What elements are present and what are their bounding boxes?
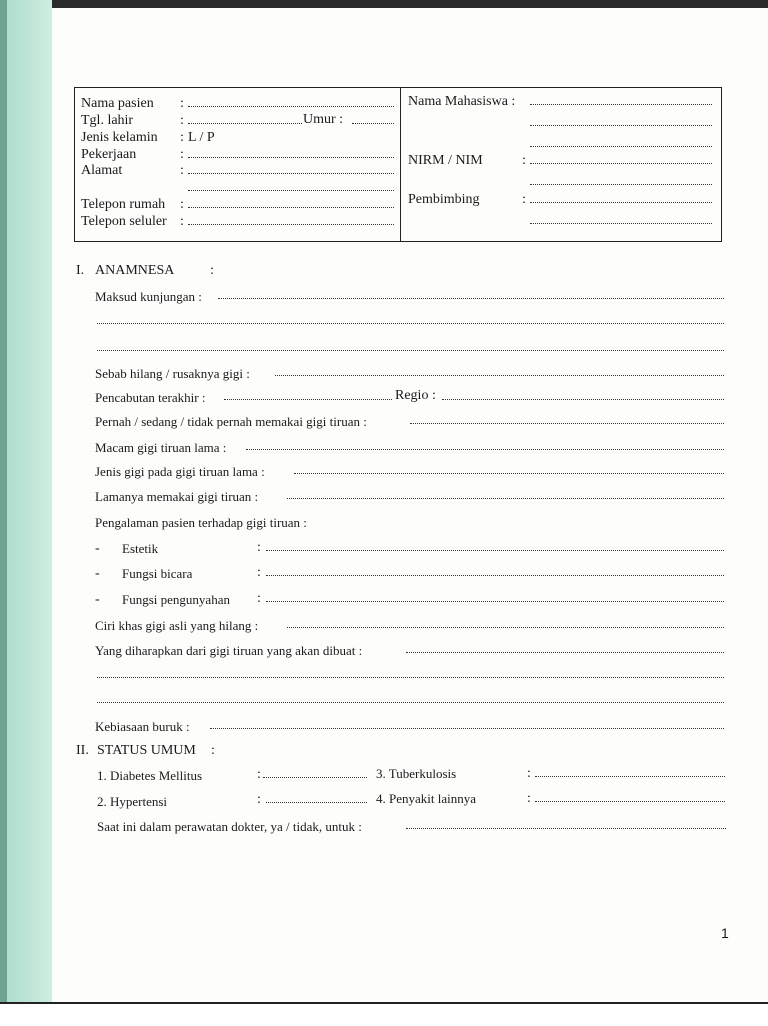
label-nirm-nim: NIRM / NIM bbox=[408, 153, 483, 168]
field-pencabutan-terakhir[interactable] bbox=[224, 399, 392, 400]
label-fungsi-pengunyahan: Fungsi pengunyahan bbox=[122, 592, 230, 607]
label-jenis-gigi: Jenis gigi pada gigi tiruan lama : bbox=[95, 464, 265, 479]
field-penyakit-lainnya[interactable] bbox=[535, 801, 725, 802]
colon: : bbox=[180, 130, 184, 145]
field-nirm-nim-2[interactable] bbox=[530, 184, 712, 185]
label-ciri-khas: Ciri khas gigi asli yang hilang : bbox=[95, 618, 259, 633]
field-hypertensi[interactable] bbox=[266, 802, 367, 803]
field-pembimbing-1[interactable] bbox=[530, 202, 712, 203]
label-telepon-rumah: Telepon rumah bbox=[81, 197, 166, 212]
field-telepon-seluler[interactable] bbox=[188, 224, 394, 225]
label-umur: Umur : bbox=[303, 112, 344, 127]
section-number-ii: II. bbox=[76, 743, 89, 758]
identity-box bbox=[74, 87, 722, 242]
colon: : bbox=[527, 791, 531, 806]
field-maksud-kunjungan-1[interactable] bbox=[218, 298, 724, 299]
colon: : bbox=[180, 163, 184, 178]
label-pekerjaan: Pekerjaan bbox=[81, 147, 137, 162]
label-saat-ini-perawatan: Saat ini dalam perawatan dokter, ya / tidak, untuk : bbox=[97, 819, 362, 834]
field-maksud-kunjungan-2[interactable] bbox=[97, 323, 724, 324]
field-diharapkan-1[interactable] bbox=[406, 652, 724, 653]
label-sebab-hilang: Sebab hilang / rusaknya gigi : bbox=[95, 366, 250, 381]
field-tgl-lahir[interactable] bbox=[188, 123, 302, 124]
field-umur[interactable] bbox=[352, 123, 394, 124]
label-jenis-kelamin: Jenis kelamin bbox=[81, 130, 158, 145]
page-number: 1 bbox=[721, 925, 729, 941]
label-penyakit-lainnya: 4. Penyakit lainnya bbox=[376, 791, 477, 806]
binding-strip-edge bbox=[0, 0, 7, 1024]
field-nama-mahasiswa-2[interactable] bbox=[530, 125, 712, 126]
label-estetik: Estetik bbox=[122, 541, 159, 556]
label-pernah-memakai: Pernah / sedang / tidak pernah memakai gigi tiruan : bbox=[95, 414, 367, 429]
field-nama-mahasiswa-1[interactable] bbox=[530, 104, 712, 105]
bullet: - bbox=[95, 566, 100, 581]
label-nama-mahasiswa: Nama Mahasiswa : bbox=[408, 94, 516, 109]
label-diabetes-mellitus: 1. Diabetes Mellitus bbox=[97, 768, 203, 783]
label-pengalaman-pasien: Pengalaman pasien terhadap gigi tiruan : bbox=[95, 515, 307, 530]
colon: : bbox=[180, 214, 184, 229]
colon: : bbox=[257, 540, 261, 555]
scan-border-top bbox=[0, 0, 768, 8]
bullet: - bbox=[95, 541, 100, 556]
label-tuberkulosis: 3. Tuberkulosis bbox=[376, 766, 457, 781]
field-pekerjaan[interactable] bbox=[188, 157, 394, 158]
section-heading-anamnesa: ANAMNESA bbox=[95, 263, 175, 278]
section-heading-status-umum: STATUS UMUM bbox=[97, 743, 196, 758]
colon: : bbox=[210, 263, 214, 278]
field-saat-ini-perawatan[interactable] bbox=[406, 828, 726, 829]
field-alamat-1[interactable] bbox=[188, 173, 394, 174]
colon: : bbox=[180, 197, 184, 212]
colon: : bbox=[180, 96, 184, 111]
colon: : bbox=[180, 147, 184, 162]
field-fungsi-bicara[interactable] bbox=[266, 575, 724, 576]
field-ciri-khas[interactable] bbox=[287, 627, 724, 628]
colon: : bbox=[257, 565, 261, 580]
label-regio: Regio : bbox=[395, 388, 436, 403]
label-nama-pasien: Nama pasien bbox=[81, 96, 154, 111]
field-alamat-2[interactable] bbox=[188, 190, 394, 191]
label-diharapkan: Yang diharapkan dari gigi tiruan yang akan dibuat : bbox=[95, 643, 363, 658]
field-nama-pasien[interactable] bbox=[188, 106, 394, 107]
field-sebab-hilang[interactable] bbox=[275, 375, 724, 376]
label-alamat: Alamat bbox=[81, 163, 123, 178]
field-jenis-gigi[interactable] bbox=[294, 473, 724, 474]
bullet: - bbox=[95, 592, 100, 607]
field-diharapkan-3[interactable] bbox=[97, 702, 724, 703]
field-regio[interactable] bbox=[442, 399, 724, 400]
label-pembimbing: Pembimbing bbox=[408, 192, 480, 207]
label-telepon-seluler: Telepon seluler bbox=[81, 214, 167, 229]
field-pembimbing-2[interactable] bbox=[530, 223, 712, 224]
colon: : bbox=[211, 743, 215, 758]
field-fungsi-pengunyahan[interactable] bbox=[266, 601, 724, 602]
field-estetik[interactable] bbox=[266, 550, 724, 551]
label-macam-gigi-tiruan: Macam gigi tiruan lama : bbox=[95, 440, 227, 455]
label-pencabutan-terakhir: Pencabutan terakhir : bbox=[95, 390, 206, 405]
field-diharapkan-2[interactable] bbox=[97, 677, 724, 678]
colon: : bbox=[180, 113, 184, 128]
colon: : bbox=[522, 192, 526, 207]
label-lamanya-memakai: Lamanya memakai gigi tiruan : bbox=[95, 489, 259, 504]
colon: : bbox=[522, 153, 526, 168]
field-maksud-kunjungan-3[interactable] bbox=[97, 350, 724, 351]
colon: : bbox=[527, 766, 531, 781]
label-maksud-kunjungan: Maksud kunjungan : bbox=[95, 289, 202, 304]
field-tuberkulosis[interactable] bbox=[535, 776, 725, 777]
field-kebiasaan-buruk[interactable] bbox=[210, 728, 724, 729]
binding-strip bbox=[0, 0, 52, 1024]
label-kebiasaan-buruk: Kebiasaan buruk : bbox=[95, 719, 190, 734]
field-nama-mahasiswa-3[interactable] bbox=[530, 146, 712, 147]
colon: : bbox=[257, 767, 261, 782]
section-number-i: I. bbox=[76, 263, 85, 278]
field-diabetes-mellitus[interactable] bbox=[263, 777, 367, 778]
field-pernah-memakai[interactable] bbox=[410, 423, 724, 424]
label-fungsi-bicara: Fungsi bicara bbox=[122, 566, 193, 581]
scan-border-bottom bbox=[0, 1002, 768, 1026]
identity-box-divider bbox=[400, 87, 401, 242]
field-lamanya-memakai[interactable] bbox=[287, 498, 724, 499]
field-nirm-nim-1[interactable] bbox=[530, 163, 712, 164]
field-telepon-rumah[interactable] bbox=[188, 207, 394, 208]
label-hypertensi: 2. Hypertensi bbox=[97, 794, 168, 809]
value-jenis-kelamin[interactable]: L / P bbox=[188, 130, 215, 145]
label-tgl-lahir: Tgl. lahir bbox=[81, 113, 134, 128]
field-macam-gigi-tiruan[interactable] bbox=[246, 449, 724, 450]
colon: : bbox=[257, 591, 261, 606]
colon: : bbox=[257, 792, 261, 807]
